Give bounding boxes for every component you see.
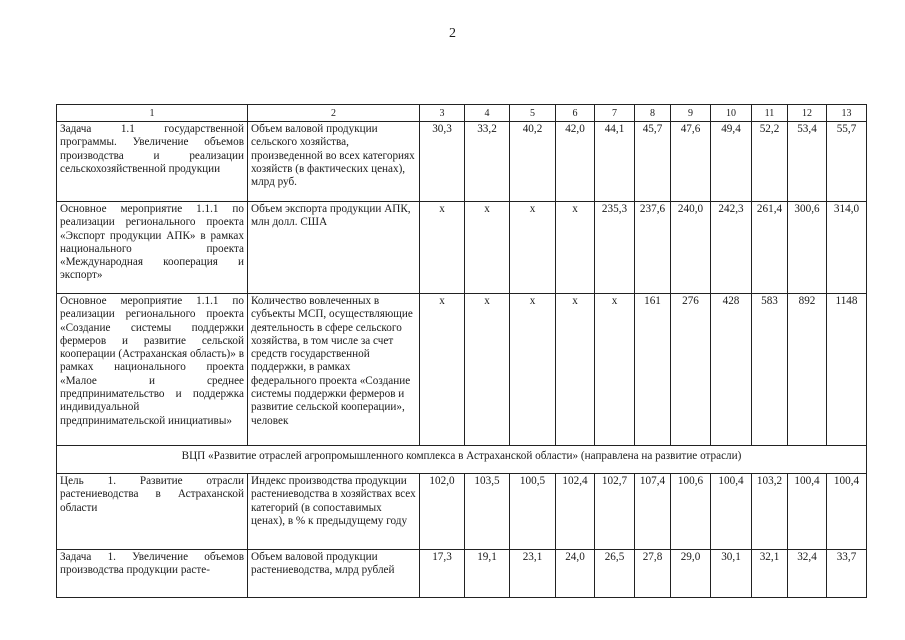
value-cell: 107,4 xyxy=(635,474,671,550)
value-cell: x xyxy=(465,202,510,294)
value-cell: 100,6 xyxy=(671,474,711,550)
value-cell: 242,3 xyxy=(711,202,752,294)
value-cell: 261,4 xyxy=(752,202,788,294)
value-cell: 24,0 xyxy=(556,550,595,598)
value-cell: 100,4 xyxy=(788,474,827,550)
column-header: 13 xyxy=(827,105,867,122)
activity-cell: Основное мероприятие 1.1.1 по реализации регионального проекта «Создание системы поддержки фермеров и развитие сельской кооперации (Астраханская область)» в рамках национального проекта «Малое и среднее предпринимательство и поддержка индивидуальной предпринимательской инициативы» xyxy=(57,294,248,446)
activity-cell: Цель 1. Развитие отрасли растениеводства в Астраханской области xyxy=(57,474,248,550)
column-header: 5 xyxy=(510,105,556,122)
page-number: 2 xyxy=(449,26,456,41)
value-cell: x xyxy=(595,294,635,446)
value-cell: 102,0 xyxy=(420,474,465,550)
value-cell: x xyxy=(556,294,595,446)
value-cell: 40,2 xyxy=(510,122,556,202)
column-header: 10 xyxy=(711,105,752,122)
value-cell: 103,5 xyxy=(465,474,510,550)
indicator-cell: Объем валовой продукции сельского хозяйства, произведенной во всех категориях хозяйств (в фактических ценах), млрд руб. xyxy=(248,122,420,202)
value-cell: 583 xyxy=(752,294,788,446)
value-cell: 19,1 xyxy=(465,550,510,598)
table-row xyxy=(57,122,867,202)
value-cell: 240,0 xyxy=(671,202,711,294)
indicators-table xyxy=(56,104,867,598)
section-row xyxy=(57,446,867,474)
value-cell: 33,7 xyxy=(827,550,867,598)
column-header: 1 xyxy=(57,105,248,122)
value-cell: x xyxy=(420,202,465,294)
header-row xyxy=(57,105,867,122)
value-cell: 300,6 xyxy=(788,202,827,294)
column-header: 8 xyxy=(635,105,671,122)
column-header: 4 xyxy=(465,105,510,122)
value-cell: 1148 xyxy=(827,294,867,446)
value-cell: 33,2 xyxy=(465,122,510,202)
column-header: 2 xyxy=(248,105,420,122)
column-header: 9 xyxy=(671,105,711,122)
value-cell: 27,8 xyxy=(635,550,671,598)
value-cell: 42,0 xyxy=(556,122,595,202)
value-cell: 100,4 xyxy=(711,474,752,550)
column-header: 3 xyxy=(420,105,465,122)
value-cell: x xyxy=(556,202,595,294)
value-cell: 892 xyxy=(788,294,827,446)
indicator-cell: Объем экспорта продукции АПК, млн долл. США xyxy=(248,202,420,294)
value-cell: 30,3 xyxy=(420,122,465,202)
indicator-cell: Количество вовлеченных в субъекты МСП, осуществляющие деятельность в сфере сельского хозяйства, в том числе за счет средств государственной поддержки, в рамках федерального проекта «Создание системы поддержки фермеров и развитие сельской кооперации», человек xyxy=(248,294,420,446)
table-row xyxy=(57,474,867,550)
indicator-cell: Индекс производства продукции растениеводства в хозяйствах всех категорий (в сопоставимых ценах), в % к предыдущему году xyxy=(248,474,420,550)
value-cell: 276 xyxy=(671,294,711,446)
value-cell: x xyxy=(465,294,510,446)
value-cell: 161 xyxy=(635,294,671,446)
value-cell: 100,5 xyxy=(510,474,556,550)
value-cell: x xyxy=(420,294,465,446)
value-cell: 53,4 xyxy=(788,122,827,202)
value-cell: 103,2 xyxy=(752,474,788,550)
indicator-cell: Объем валовой продукции растениеводства, млрд рублей xyxy=(248,550,420,598)
value-cell: 44,1 xyxy=(595,122,635,202)
value-cell: 17,3 xyxy=(420,550,465,598)
value-cell: 49,4 xyxy=(711,122,752,202)
column-header: 11 xyxy=(752,105,788,122)
table-row xyxy=(57,294,867,446)
value-cell: 32,4 xyxy=(788,550,827,598)
value-cell: 102,4 xyxy=(556,474,595,550)
value-cell: x xyxy=(510,294,556,446)
value-cell: 45,7 xyxy=(635,122,671,202)
value-cell: 314,0 xyxy=(827,202,867,294)
table-row xyxy=(57,202,867,294)
value-cell: 55,7 xyxy=(827,122,867,202)
activity-cell: Задача 1.1 государственной программы. Увеличение объемов производства и реализации сельскохозяйственной продукции xyxy=(57,122,248,202)
column-header: 7 xyxy=(595,105,635,122)
value-cell: 102,7 xyxy=(595,474,635,550)
section-title: ВЦП «Развитие отраслей агропромышленного комплекса в Астраханской области» (направлена на развитие отрасли) xyxy=(57,446,867,474)
table-body xyxy=(57,105,867,598)
value-cell: 26,5 xyxy=(595,550,635,598)
activity-cell: Задача 1. Увеличение объемов производства продукции расте- xyxy=(57,550,248,598)
value-cell: x xyxy=(510,202,556,294)
value-cell: 29,0 xyxy=(671,550,711,598)
value-cell: 32,1 xyxy=(752,550,788,598)
value-cell: 100,4 xyxy=(827,474,867,550)
value-cell: 428 xyxy=(711,294,752,446)
value-cell: 47,6 xyxy=(671,122,711,202)
value-cell: 30,1 xyxy=(711,550,752,598)
column-header: 12 xyxy=(788,105,827,122)
activity-cell: Основное мероприятие 1.1.1 по реализации регионального проекта «Экспорт продукции АПК» в рамках национального проекта «Международная кооперация и экспорт» xyxy=(57,202,248,294)
value-cell: 237,6 xyxy=(635,202,671,294)
value-cell: 23,1 xyxy=(510,550,556,598)
column-header: 6 xyxy=(556,105,595,122)
table-row xyxy=(57,550,867,598)
value-cell: 235,3 xyxy=(595,202,635,294)
value-cell: 52,2 xyxy=(752,122,788,202)
